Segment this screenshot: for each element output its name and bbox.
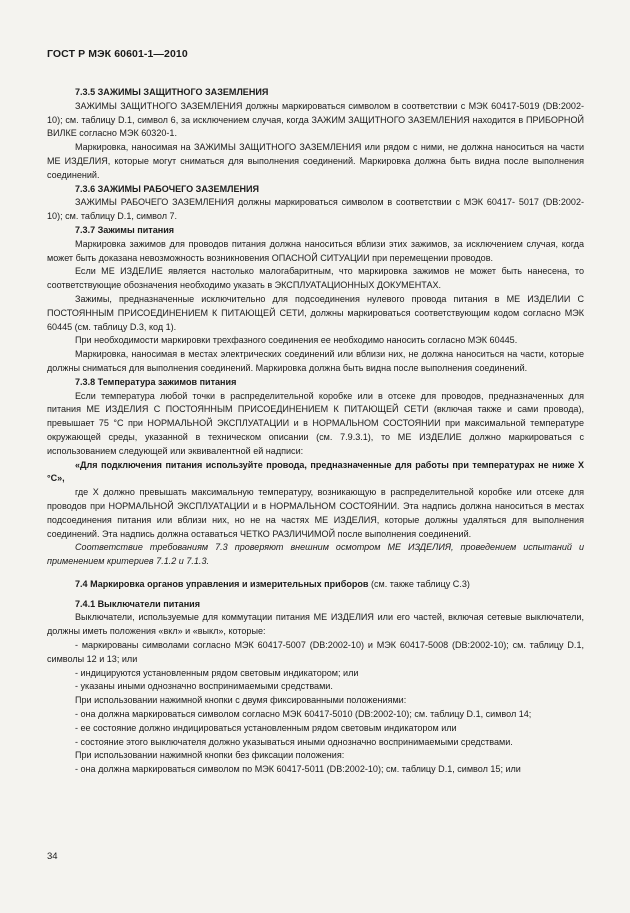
paragraph: Маркировка, наносимая на ЗАЖИМЫ ЗАЩИТНОГО ЗАЗЕМЛЕНИЯ или рядом с ними, не должна наноситься на части МЕ ИЗДЕЛИЯ, которые могут сниматься для выполнения соединений. Маркировка должна быть видна после выполнения соединений. (47, 142, 584, 180)
list-item: - состояние этого выключателя должно указываться иными однозначно воспринимаемыми средствами. (75, 736, 513, 747)
section-heading-7-3-6: 7.3.6 ЗАЖИМЫ РАБОЧЕГО ЗАЗЕМЛЕНИЯ (75, 183, 260, 194)
paragraph: Если температура любой точки в распределительной коробке или в отсеке для проводов, предназначенных для питания МЕ ИЗДЕЛИЯ С ПОСТОЯННЫМ ПРИСОЕДИНЕНИЕМ К ПИТАЮЩЕЙ СЕТИ (включая также и сами провода), превышает 75 °С при НОРМАЛЬНОЙ ЭКСПЛУАТАЦИИ и в НОРМАЛЬНОМ СОСТОЯНИИ при максимальной температуре окружающей среды, указанной в техническом описании (см. 7.9.3.1), то МЕ ИЗДЕЛИЕ должно маркироваться с использованием следующей или эквивалентной ей надписи: (47, 390, 584, 456)
paragraph: При использовании нажимной кнопки без фиксации положения: (75, 750, 345, 761)
section-heading-7-4-1: 7.4.1 Выключатели питания (75, 598, 201, 609)
paragraph: При использовании нажимной кнопки с двумя фиксированными положениями: (75, 695, 407, 706)
paragraph: где X должно превышать максимальную температуру, возникающую в распределительной коробке или отсеке для проводов при НОРМАЛЬНОЙ ЭКСПЛУАТАЦИИ и в НОРМАЛЬНОМ СОСТОЯНИИ. Эта надпись должна наноситься в местах подсоединения питания или вблизи них, но не на частях МЕ ИЗДЕЛИЯ, которые должны удаляться для выполнения соединений. Эта надпись должна оставаться ЧЕТКО РАЗЛИЧИМОЙ после выполнения соединений. (47, 487, 584, 539)
section-heading-7-4-title: 7.4 Маркировка органов управления и измерительных приборов (75, 578, 369, 589)
list-item: - указаны иными однозначно воспринимаемыми средствами. (75, 681, 333, 692)
paragraph: Зажимы, предназначенные исключительно для подсоединения нулевого провода питания в МЕ ИЗДЕЛИИ С ПОСТОЯННЫМ ПРИСОЕДИНЕНИЕМ К ПИТАЮЩЕЙ СЕТИ, должны маркироваться соответствующим кодом согласно МЭК 60445 (см. таблицу D.3, код 1). (47, 293, 584, 332)
required-inscription: «Для подключения питания используйте провода, предназначенные для работы при температурах не ниже X °С», (47, 459, 584, 484)
section-heading-7-4 (47, 578, 584, 592)
section-heading-7-3-7: 7.3.7 Зажимы питания (75, 224, 175, 235)
section-heading-7-3-8: 7.3.8 Температура зажимов питания (75, 376, 237, 387)
paragraph: Если МЕ ИЗДЕЛИЕ является настолько малогабаритным, что маркировка зажимов не может быть нанесена, то соответствующие обозначения необходимо указать в ЭКСПЛУАТАЦИОННЫХ ДОКУМЕНТАХ. (47, 266, 584, 291)
list-item: - ее состояние должно индицироваться установленным рядом световым индикатором или (75, 722, 457, 733)
compliance-note: Соответствие требованиям 7.3 проверяют внешним осмотром МЕ ИЗДЕЛИЯ, проведением испытаний и применением критериев 7.1.2 и 7.1.3. (47, 542, 584, 567)
paragraph: При необходимости маркировки трехфазного соединения ее необходимо наносить согласно МЭК 60445. (75, 335, 518, 346)
paragraph: Выключатели, используемые для коммутации питания МЕ ИЗДЕЛИЯ или его частей, включая сетевые выключатели, должны иметь положения «вкл» и «выкл», которые: (47, 612, 584, 637)
section-heading-7-3-5: 7.3.5 ЗАЖИМЫ ЗАЩИТНОГО ЗАЗЕМЛЕНИЯ (75, 87, 269, 97)
page-number: 34 (47, 851, 58, 862)
paragraph: ЗАЖИМЫ ЗАЩИТНОГО ЗАЗЕМЛЕНИЯ должны маркироваться символом в соответствии с МЭК 60417-5019 (DB:2002-10); см. таблицу D.1, символ 6, за исключением случая, когда ЗАЖИМ ЗАЩИТНОГО ЗАЗЕМЛЕНИЯ находится в ПРИБОРНОЙ ВИЛКЕ согласно МЭК 60320-1. (47, 100, 584, 139)
paragraph: Маркировка, наносимая в местах электрических соединений или вблизи них, не должна наноситься на части, которые должны сниматься для выполнения соединений. Маркировка должна быть видна после выполнения соединений. (47, 349, 584, 373)
paragraph: ЗАЖИМЫ РАБОЧЕГО ЗАЗЕМЛЕНИЯ должны маркироваться символом в соответствии с МЭК 60417- 5017 (DB:2002-10); см. таблицу D.1, символ 7. (47, 197, 584, 222)
list-item: - она должна маркироваться символом по МЭК 60417-5011 (DB:2002-10); см. таблицу D.1, символ 15; или (75, 764, 521, 775)
list-item: - индицируются установленным рядом световым индикатором; или (75, 667, 359, 678)
section-heading-7-4-ref: (см. также таблицу С.3) (368, 578, 470, 589)
list-item: - маркированы символами согласно МЭК 60417-5007 (DB:2002-10) и МЭК 60417-5008 (DB:2002-10); см. таблицу D.1, символы 12 и 13; или (47, 640, 584, 664)
paragraph: Маркировка зажимов для проводов питания должна наноситься вблизи этих зажимов, за исключением случая, когда может быть доказана невозможность возникновения ОПАСНОЙ СИТУАЦИИ при перемещении проводов. (47, 238, 584, 263)
document-header: ГОСТ Р МЭК 60601-1—2010 (47, 48, 188, 60)
document-body (47, 80, 584, 777)
list-item: - она должна маркироваться символом согласно МЭК 60417-5010 (DB:2002-10); см. таблицу D.1, символ 14; (75, 709, 532, 720)
